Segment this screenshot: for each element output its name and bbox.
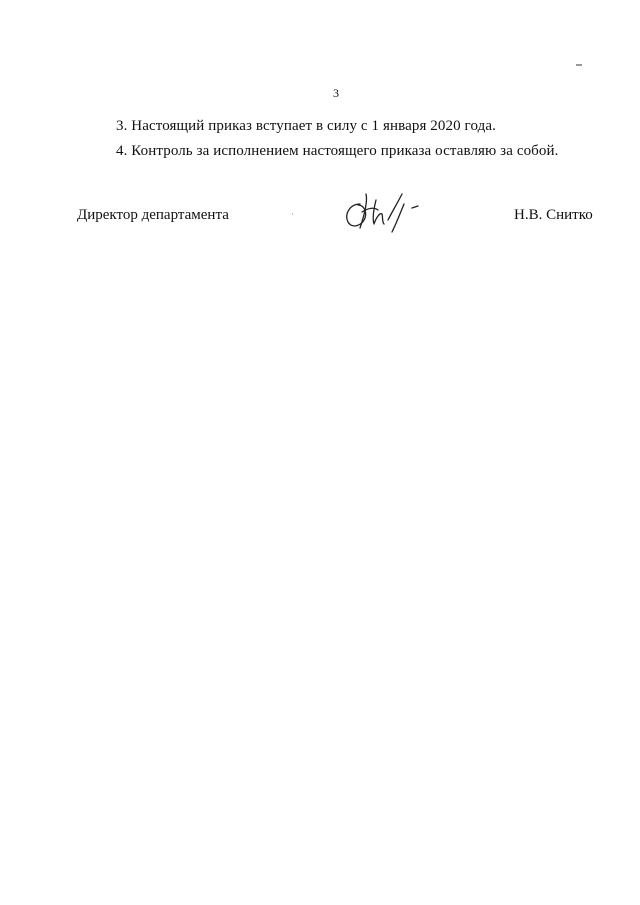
signatory-name: Н.В. Снитко (514, 207, 593, 223)
signature-block (0, 190, 640, 240)
scan-artifact (576, 64, 582, 66)
scan-artifact (292, 213, 293, 215)
page-number: 3 (333, 86, 339, 100)
paragraph-4: 4. Контроль за исполнением настоящего приказа оставляю за собой. (116, 143, 559, 159)
paragraph-3: 3. Настоящий приказ вступает в силу с 1 января 2020 года. (116, 118, 496, 134)
signatory-title: Директор департамента (77, 207, 229, 223)
handwritten-signature (338, 190, 428, 236)
